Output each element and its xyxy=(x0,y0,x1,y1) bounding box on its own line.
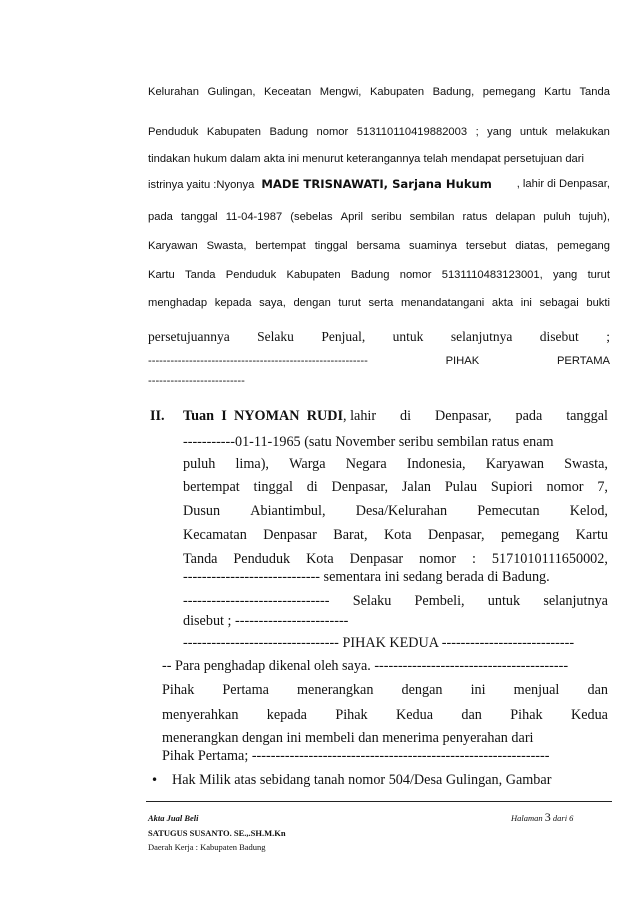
word: pada xyxy=(515,408,543,424)
word: sebagai xyxy=(539,297,579,309)
word: saya, xyxy=(259,297,286,309)
bullet-icon: • xyxy=(151,773,159,787)
paragraph-line: Pihak Pertama; --------------------------------------------------------------- xyxy=(162,748,550,764)
word: seribu xyxy=(371,211,402,223)
word: Kedua xyxy=(570,707,608,723)
word: nomor xyxy=(419,551,457,567)
word: Denpasar, xyxy=(331,479,389,495)
paragraph-line: -------------------------- xyxy=(148,375,245,387)
word: dan xyxy=(587,682,608,698)
word: ini xyxy=(470,682,486,698)
word: tinggal xyxy=(253,479,293,495)
buyer-name xyxy=(183,407,343,425)
word: tinggal xyxy=(314,240,348,252)
paragraph-line xyxy=(183,550,608,568)
paragraph-line: -- Para penghadap dikenal oleh saya. ----------------------------------------- xyxy=(162,658,569,674)
word: nomor xyxy=(399,269,432,281)
wife-name: MADE TRISNAWATI, Sarjana Hukum xyxy=(261,177,492,191)
word: ------------------------------- xyxy=(183,593,330,609)
footer-notary: SATUGUS SUSANTO. SE.,.SH.M.Kn xyxy=(148,828,286,838)
word: Swasta, xyxy=(206,240,247,252)
word: pemegang xyxy=(557,240,610,252)
word: Pertama xyxy=(222,682,269,698)
word: Penduduk xyxy=(148,126,199,138)
paragraph-line: ----------------------------- sementara ini sedang berada di Badung. xyxy=(183,569,550,585)
word: pemegang xyxy=(500,527,560,543)
word: Denpasar, xyxy=(427,527,485,543)
paragraph-line xyxy=(148,328,610,346)
word: kepada xyxy=(266,707,307,723)
word: di xyxy=(306,479,318,495)
paragraph-line xyxy=(148,239,610,254)
paragraph-line xyxy=(148,177,610,193)
paragraph-line: tindakan hukum dalam akta ini menurut keterangannya telah mendapat persetujuan dari xyxy=(148,153,584,165)
word: ; xyxy=(606,329,610,344)
word: turut xyxy=(338,297,361,309)
word: dengan xyxy=(293,297,331,309)
word: Karyawan xyxy=(148,240,198,252)
word: untuk xyxy=(392,329,424,344)
paragraph-line xyxy=(148,354,610,369)
word: Abiantimbul, xyxy=(250,503,326,519)
word: disebut xyxy=(539,329,579,344)
paragraph-line: -----------01-11-1965 (satu November seribu sembilan ratus enam xyxy=(183,434,554,450)
word: Selaku xyxy=(257,329,294,344)
word: Tanda xyxy=(185,269,216,281)
word: nomor xyxy=(546,479,584,495)
text-segment: istrinya yaitu :Nyonya xyxy=(148,179,255,191)
word: RUDI xyxy=(306,408,343,424)
word: Kabupaten xyxy=(286,269,341,281)
paragraph-line xyxy=(183,455,608,473)
word: Kartu xyxy=(575,527,608,543)
word: bertempat xyxy=(183,479,240,495)
paragraph-line: Hak Milik atas sebidang tanah nomor 504/Desa Gulingan, Gambar xyxy=(172,772,552,788)
word: yang xyxy=(487,126,512,138)
word: dengan xyxy=(401,682,443,698)
word: pada xyxy=(148,211,173,223)
word: Badung xyxy=(350,269,390,281)
paragraph-line xyxy=(183,407,608,425)
word: Pihak xyxy=(335,707,368,723)
word: Penjual, xyxy=(321,329,366,344)
word: Pihak xyxy=(162,682,195,698)
word: ----------------------------------------------------------- xyxy=(148,355,368,367)
word: dan xyxy=(461,707,482,723)
word: Keceatan xyxy=(263,86,312,98)
paragraph-line xyxy=(148,210,610,225)
word: Penduduk xyxy=(225,269,277,281)
paragraph-line: --------------------------------- PIHAK KEDUA ---------------------------- xyxy=(183,635,575,651)
paragraph-line xyxy=(162,681,608,699)
word: Pembeli, xyxy=(414,593,465,609)
word: suaminya xyxy=(409,240,457,252)
word: Kota xyxy=(383,527,412,543)
word: yang xyxy=(553,269,578,281)
word: bersama xyxy=(356,240,401,252)
word: Badung, xyxy=(432,86,475,98)
word: Kedua xyxy=(396,707,434,723)
paragraph-line xyxy=(162,706,608,724)
word: bertempat xyxy=(255,240,306,252)
word: persetujuannya xyxy=(148,329,230,344)
page-number: Halaman 3 dari 6 xyxy=(511,810,574,824)
word: tanggal xyxy=(566,408,608,424)
word: Pihak xyxy=(510,707,543,723)
word: Barat, xyxy=(333,527,368,543)
word: menyerahkan xyxy=(162,707,239,723)
paragraph-line xyxy=(148,296,610,311)
word: untuk xyxy=(487,593,521,609)
word: selanjutnya xyxy=(543,593,608,609)
word: lima), xyxy=(235,456,269,472)
word: ; xyxy=(475,126,479,138)
word: pemegang xyxy=(482,86,536,98)
word: selanjutnya xyxy=(450,329,513,344)
word: 5171010111650002, xyxy=(491,551,608,567)
word: Denpasar xyxy=(349,551,404,567)
paragraph-line xyxy=(183,502,608,520)
paragraph-line xyxy=(183,478,608,496)
word: menjual xyxy=(513,682,560,698)
word: Jalan xyxy=(401,479,432,495)
word: untuk xyxy=(519,126,548,138)
word: Indonesia, xyxy=(406,456,466,472)
paragraph-line: disebut ; ------------------------ xyxy=(183,613,349,629)
word: Karyawan xyxy=(485,456,545,472)
word: ini xyxy=(520,297,532,309)
word: Penduduk xyxy=(233,551,291,567)
word: menerangkan xyxy=(297,682,374,698)
word: , lahir xyxy=(343,408,377,424)
word: PIHAK xyxy=(445,355,480,367)
word: (sebelas xyxy=(290,211,333,223)
word: 513110110419882003 xyxy=(356,126,468,138)
word: I xyxy=(221,408,227,424)
word: April xyxy=(340,211,364,223)
paragraph-line xyxy=(148,85,610,100)
word: 7, xyxy=(597,479,608,495)
word: bukti xyxy=(586,297,610,309)
word: NYOMAN xyxy=(234,408,300,424)
word: Mengwi, xyxy=(319,86,362,98)
word: kepada xyxy=(214,297,252,309)
word: turut xyxy=(587,269,610,281)
word: delapan xyxy=(495,211,536,223)
item-numeral: II. xyxy=(150,408,165,424)
word: Badung xyxy=(269,126,309,138)
word: Tanda xyxy=(183,551,218,567)
word: Dusun xyxy=(183,503,221,519)
word: Negara xyxy=(345,456,387,472)
paragraph-line xyxy=(183,592,608,610)
word: nomor xyxy=(316,126,349,138)
word: ratus xyxy=(462,211,488,223)
word: tanggal xyxy=(180,211,218,223)
word: puluh xyxy=(543,211,571,223)
word: Swasta, xyxy=(564,456,608,472)
word: menandatangani xyxy=(400,297,485,309)
word: 11-04-1987 xyxy=(225,211,283,223)
text-segment: , lahir di Denpasar, xyxy=(516,178,610,190)
word: Kabupaten xyxy=(369,86,425,98)
paragraph-line xyxy=(148,268,610,283)
word: Kelod, xyxy=(569,503,608,519)
word: akta xyxy=(491,297,514,309)
word: Warga xyxy=(289,456,326,472)
word: Desa/Kelurahan xyxy=(355,503,448,519)
word: diatas, xyxy=(515,240,549,252)
word: Selaku xyxy=(352,593,392,609)
word: Denpasar xyxy=(263,527,317,543)
word: Kota xyxy=(306,551,334,567)
word: Pemecutan xyxy=(477,503,540,519)
word: 5131110483123001, xyxy=(441,269,543,281)
word: puluh xyxy=(183,456,216,472)
word: PERTAMA xyxy=(556,355,610,367)
word: Kartu xyxy=(544,86,571,98)
word: serta xyxy=(368,297,394,309)
word: Kartu xyxy=(148,269,175,281)
word: Tanda xyxy=(579,86,610,98)
word: Pulau xyxy=(444,479,478,495)
word: menghadap xyxy=(148,297,208,309)
footer-area: Daerah Kerja : Kabupaten Badung xyxy=(148,842,266,852)
paragraph-line xyxy=(183,526,608,544)
word: Denpasar, xyxy=(434,408,492,424)
word: Gulingan, xyxy=(207,86,256,98)
word: Tuan xyxy=(183,408,215,424)
footer-divider xyxy=(146,801,612,802)
paragraph-line: menerangkan dengan ini membeli dan menerima penyerahan dari xyxy=(162,730,534,746)
word: Kecamatan xyxy=(183,527,247,543)
paragraph-line xyxy=(148,125,610,140)
footer-doc-title: Akta Jual Beli xyxy=(148,813,199,823)
word: tersebut xyxy=(465,240,507,252)
word: melakukan xyxy=(555,126,610,138)
word: : xyxy=(472,551,476,567)
word: Kabupaten xyxy=(206,126,261,138)
word: di xyxy=(400,408,412,424)
word: tujuh), xyxy=(578,211,610,223)
word: sembilan xyxy=(409,211,455,223)
word: Supiori xyxy=(490,479,533,495)
word: Kelurahan xyxy=(148,86,200,98)
